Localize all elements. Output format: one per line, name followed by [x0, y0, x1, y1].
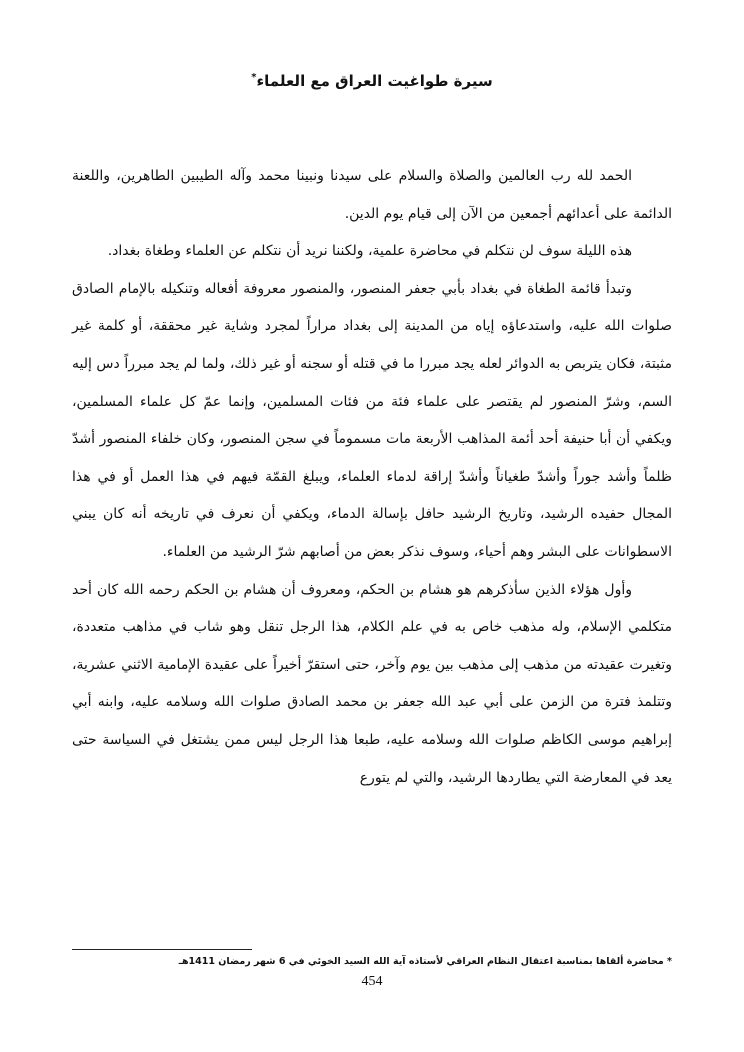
body-text — [72, 158, 672, 797]
paragraph: وتبدأ قائمة الطغاة في بغداد بأبي جعفر المنصور، والمنصور معروفة أفعاله وتنكيله بالإمام الصادق صلوات الله عليه، واستدعاؤه إياه من المدينة إلى بغداد مراراً لمجرد وشاية غير محققة، أو كلمة غير مثبتة، فكان يتربص به الدوائر لعله يجد مبررا ما في قتله أو سجنه أو غير ذلك، ولما لم يجد مبرراً دس إليه السم، وشرّ المنصور لم يقتصر على علماء فئة من فئات المسلمين، وإنما عمّ كل علماء المسلمين، ويكفي أن أبا حنيفة أحد أئمة المذاهب الأربعة مات مسموماً في سجن المنصور، وكان خلفاء المنصور أشدّ ظلماً وأشد جوراً وأشدّ طغياناً وأشدّ إراقة لدماء العلماء، ويبلغ القمّة فيهم في هذا العمل أو في هذا المجال حفيده الرشيد، وتاريخ الرشيد حافل بإسالة الدماء، ويكفي أن نعرف في تاريخه أنه كان يبني الاسطوانات على البشر وهم أحياء، وسوف نذكر بعض من أصابهم شرّ الرشيد من العلماء. — [72, 280, 672, 560]
paragraph: وأول هؤلاء الذين سأذكرهم هو هشام بن الحكم، ومعروف أن هشام بن الحكم رحمه الله كان أحد متكلمي الإسلام، وله مذهب خاص به في علم الكلام، هذا الرجل تنقل وهو شاب في مذاهب متعددة، وتغيرت عقيدته من مذهب إلى مذهب بين يوم وآخر، حتى استقرّ أخيراً على عقيدة الإمامية الاثني عشرية، وتتلمذ فترة من الزمن على أبي عبد الله جعفر بن محمد الصادق صلوات الله وسلامه عليه، وابنه أبي إبراهيم موسى الكاظم صلوات الله وسلامه عليه، طبعا هذا الرجل ليس ممن يشتغل في السياسة حتى يعد في المعارضة التي يطاردها الرشيد، والتي لم يتورع — [72, 581, 672, 786]
paragraph: الحمد لله رب العالمين والصلاة والسلام على سيدنا ونبينا محمد وآله الطيبين الطاهرين، واللعنة الدائمة على أعدائهم أجمعين من الآن إلى قيام يوم الدين. — [72, 168, 672, 222]
paragraph: هذه الليلة سوف لن نتكلم في محاضرة علمية، ولكننا نريد أن نتكلم عن العلماء وطغاة بغداد. — [107, 243, 632, 260]
title-footnote-marker: * — [251, 72, 257, 83]
footnote-divider — [72, 949, 252, 950]
footnote: * محاضرة ألقاها بمناسبة اعتقال النظام العراقي لأستاذه آية الله السيد الخوئي في 6 شهر رمضان 1411هـ — [178, 956, 672, 967]
title-text: سيرة طواغيت العراق مع العلماء — [256, 72, 493, 90]
page-title — [72, 72, 672, 90]
page-number: 454 — [361, 974, 383, 989]
